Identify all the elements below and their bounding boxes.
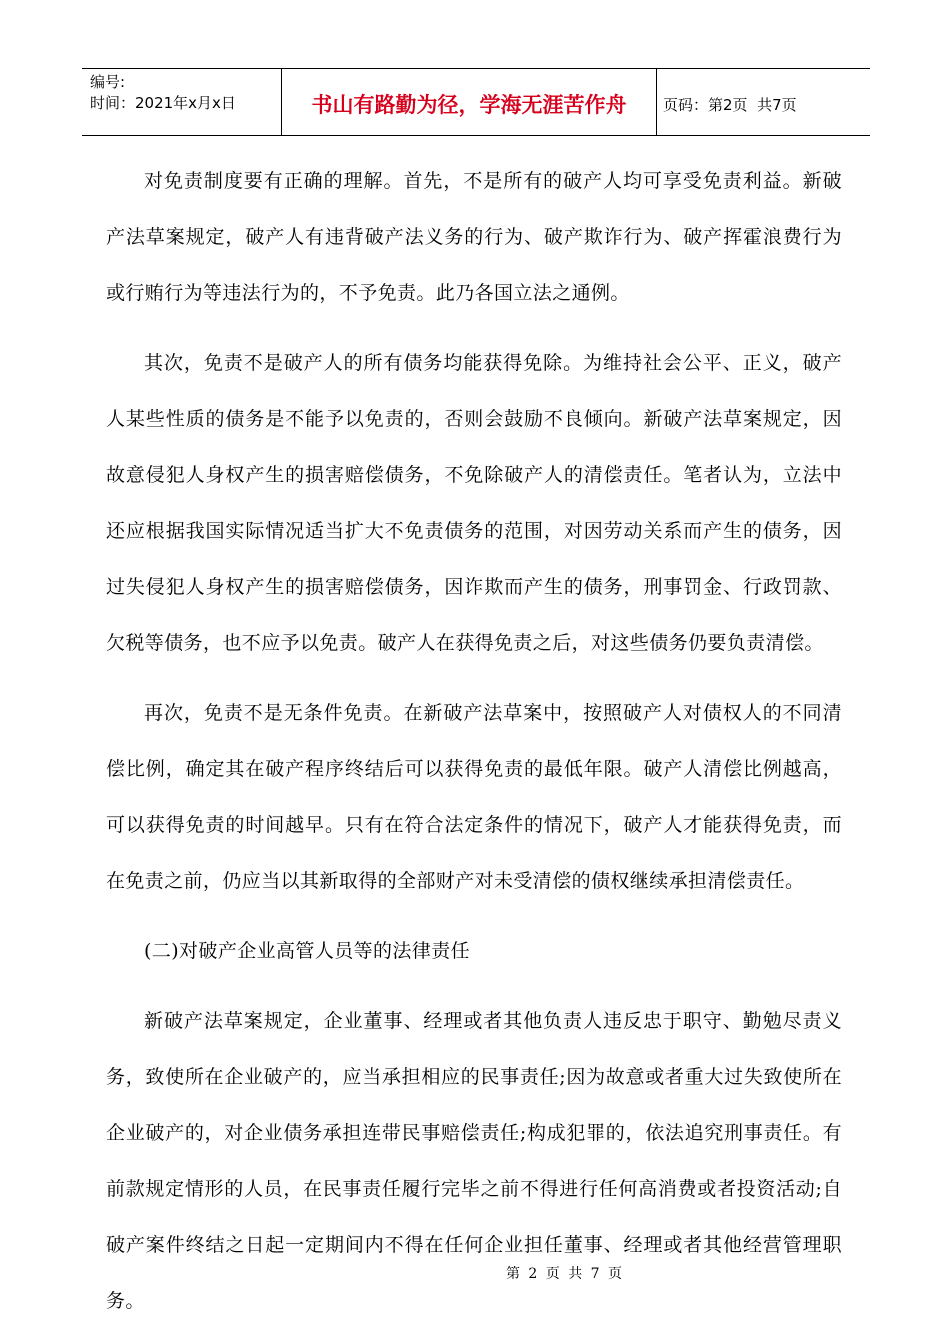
section-heading: (二)对破产企业高管人员等的法律责任 — [144, 940, 471, 962]
header-motto: 书山有路勤为径，学海无涯苦作舟 — [282, 69, 657, 135]
paragraph-2: 其次，免责不是破产人的所有债务均能获得免除。为维持社会公平、正义，破产人某些性质的债务是不能予以免责的，否则会鼓励不良倾向。新破产法草案规定，因故意侵犯人身权产生的损害赔偿债务，不免除破产人的清偿责任。笔者认为，立法中还应根据我国实际情况适当扩大不免责债务的范围，对因劳动关系而产生的债务，因过失侵犯人身权产生的损害赔偿债务，因诈欺而产生的债务，刑事罚金、行政罚款、欠税等债务，也不应予以免责。破产人在获得免责之后，对这些债务仍要负责清偿。 — [106, 352, 842, 654]
header-page-info-cell — [657, 69, 870, 135]
page-header — [82, 68, 870, 136]
document-date: 时间：2021年x月x日 — [90, 94, 236, 112]
paragraph-4: 新破产法草案规定，企业董事、经理或者其他负责人违反忠于职守、勤勉尽责义务，致使所在企业破产的，应当承担相应的民事责任;因为故意或者重大过失致使所在企业破产的，对企业债务承担连带民事赔偿责任;构成犯罪的，依法追究刑事责任。有前款规定情形的人员，在民事责任履行完毕之前不得进行任何高消费或者投资活动;自破产案件终结之日起一定期间内不得在任何企业担任董事、经理或者其他经营管理职务。 — [106, 1010, 842, 1312]
paragraph-1: 对免责制度要有正确的理解。首先，不是所有的破产人均可享受免责利益。新破产法草案规定，破产人有违背破产法义务的行为、破产欺诈行为、破产挥霍浪费行为或行贿行为等违法行为的，不予免责。此乃各国立法之通例。 — [106, 170, 842, 304]
header-page-info: 页码：第2页 共7页 — [663, 95, 797, 114]
page-footer: 第 2 页 共 7 页 — [505, 1266, 625, 1282]
header-meta-cell — [82, 69, 282, 135]
paragraph-3: 再次，免责不是无条件免责。在新破产法草案中，按照破产人对债权人的不同清偿比例，确定其在破产程序终结后可以获得免责的最低年限。破产人清偿比例越高，可以获得免责的时间越早。只有在符合法定条件的情况下，破产人才能获得免责，而在免责之前，仍应当以其新取得的全部财产对未受清偿的债权继续承担清偿责任。 — [106, 702, 842, 892]
document-number-label: 编号: — [90, 73, 126, 91]
document-body — [106, 153, 842, 1329]
